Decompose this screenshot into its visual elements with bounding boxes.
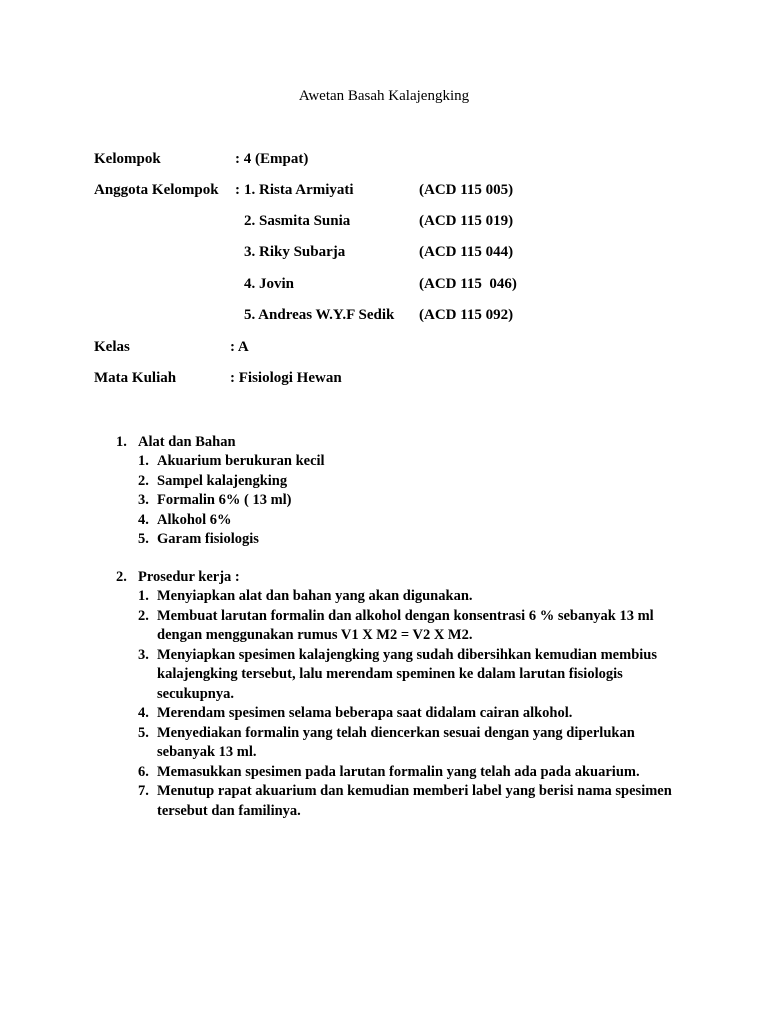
list-item-number: 7. [138, 783, 149, 799]
member-code: (ACD 115 044) [419, 244, 514, 260]
member-code: (ACD 115 092) [419, 307, 514, 323]
member-row [244, 307, 514, 327]
list-item-number: 5. [138, 724, 149, 741]
member-row [244, 182, 514, 202]
list-item-text: Formalin 6% ( 13 ml) [157, 492, 292, 508]
section-heading-text: Alat dan Bahan [138, 434, 236, 450]
kelas-value: : A [230, 339, 249, 355]
kelompok-label: Kelompok [94, 151, 161, 167]
member-name: 3. Riky Subarja [244, 244, 346, 260]
list-item-number: 1. [138, 453, 149, 469]
list-item-number: 5. [138, 531, 149, 547]
section-alat-bahan [116, 432, 676, 550]
anggota-label: Anggota Kelompok [94, 182, 219, 198]
list-item [116, 724, 676, 763]
list-item-text: Menutup rapat akuarium dan kemudian memberi label yang berisi nama spesimen tersebut dan familinya. [157, 783, 672, 819]
member-name: 5. Andreas W.Y.F Sedik [244, 307, 395, 323]
list-item-text: Menyediakan formalin yang telah diencerkan sesuai dengan yang diperlukan sebanyak 13 ml. [157, 724, 635, 760]
mata-kuliah-label: Mata Kuliah [94, 370, 177, 386]
list-item-number: 3. [138, 492, 149, 508]
list-item-number: 4. [138, 511, 149, 528]
member-code: (ACD 115 046) [419, 276, 517, 292]
kelas-label: Kelas [94, 339, 130, 355]
member-row [244, 276, 517, 296]
section-heading-text: Prosedur kerja : [138, 569, 240, 585]
member-name: 4. Jovin [244, 276, 295, 292]
list-item-text: Menyiapkan alat dan bahan yang akan digunakan. [157, 588, 473, 604]
list-item [116, 607, 676, 646]
mata-kuliah-value: : Fisiologi Hewan [230, 370, 342, 386]
list-item-number: 2. [138, 607, 149, 624]
section-heading [116, 432, 676, 452]
list-item-number: 4. [138, 705, 149, 721]
list-item-number: 2. [138, 472, 149, 489]
list-item-text: Merendam spesimen selama beberapa saat didalam cairan alkohol. [157, 705, 573, 721]
list-item-text: Akuarium berukuran kecil [157, 453, 325, 469]
list-item [116, 782, 676, 821]
member-code: (ACD 115 019) [419, 213, 514, 229]
list-item-text: Garam fisiologis [157, 531, 259, 547]
kelompok-value: : 4 (Empat) [235, 151, 309, 167]
member-row [244, 213, 514, 233]
member-name: 1. Rista Armiyati [244, 182, 354, 198]
list-item-number: 1. [138, 588, 149, 604]
section-number: 1. [116, 434, 127, 450]
list-item [116, 587, 676, 607]
list-item-number: 6. [138, 763, 149, 780]
procedure-list [116, 587, 676, 821]
list-item [116, 491, 676, 511]
section-prosedur-kerja [116, 567, 676, 821]
list-item [116, 646, 676, 705]
section-number: 2. [116, 569, 127, 585]
list-item-text: Membuat larutan formalin dan alkohol dengan konsentrasi 6 % sebanyak 13 ml dengan menggunakan rumus V1 X M2 = V2 X M2. [157, 607, 654, 643]
list-item-number: 3. [138, 646, 149, 663]
list-item [116, 763, 676, 783]
list-item [116, 452, 676, 472]
anggota-colon: : [235, 182, 240, 198]
list-item-text: Memasukkan spesimen pada larutan formalin yang telah ada pada akuarium. [157, 763, 640, 780]
document-title: Awetan Basah Kalajengking [298, 88, 470, 104]
list-item [116, 472, 676, 492]
list-item-text: Menyiapkan spesimen kalajengking yang sudah dibersihkan kemudian membius kalajengking tersebut, lalu merendam speminen ke dalam larutan fisiologis secukupnya. [157, 646, 657, 702]
member-code: (ACD 115 005) [419, 182, 514, 198]
materials-list [116, 452, 676, 550]
list-item [116, 511, 676, 531]
list-item-text: Alkohol 6% [157, 511, 232, 528]
section-heading [116, 567, 676, 587]
member-row [244, 244, 514, 264]
list-item [116, 530, 676, 550]
member-name: 2. Sasmita Sunia [244, 213, 351, 229]
list-item-text: Sampel kalajengking [157, 472, 288, 489]
list-item [116, 704, 676, 724]
